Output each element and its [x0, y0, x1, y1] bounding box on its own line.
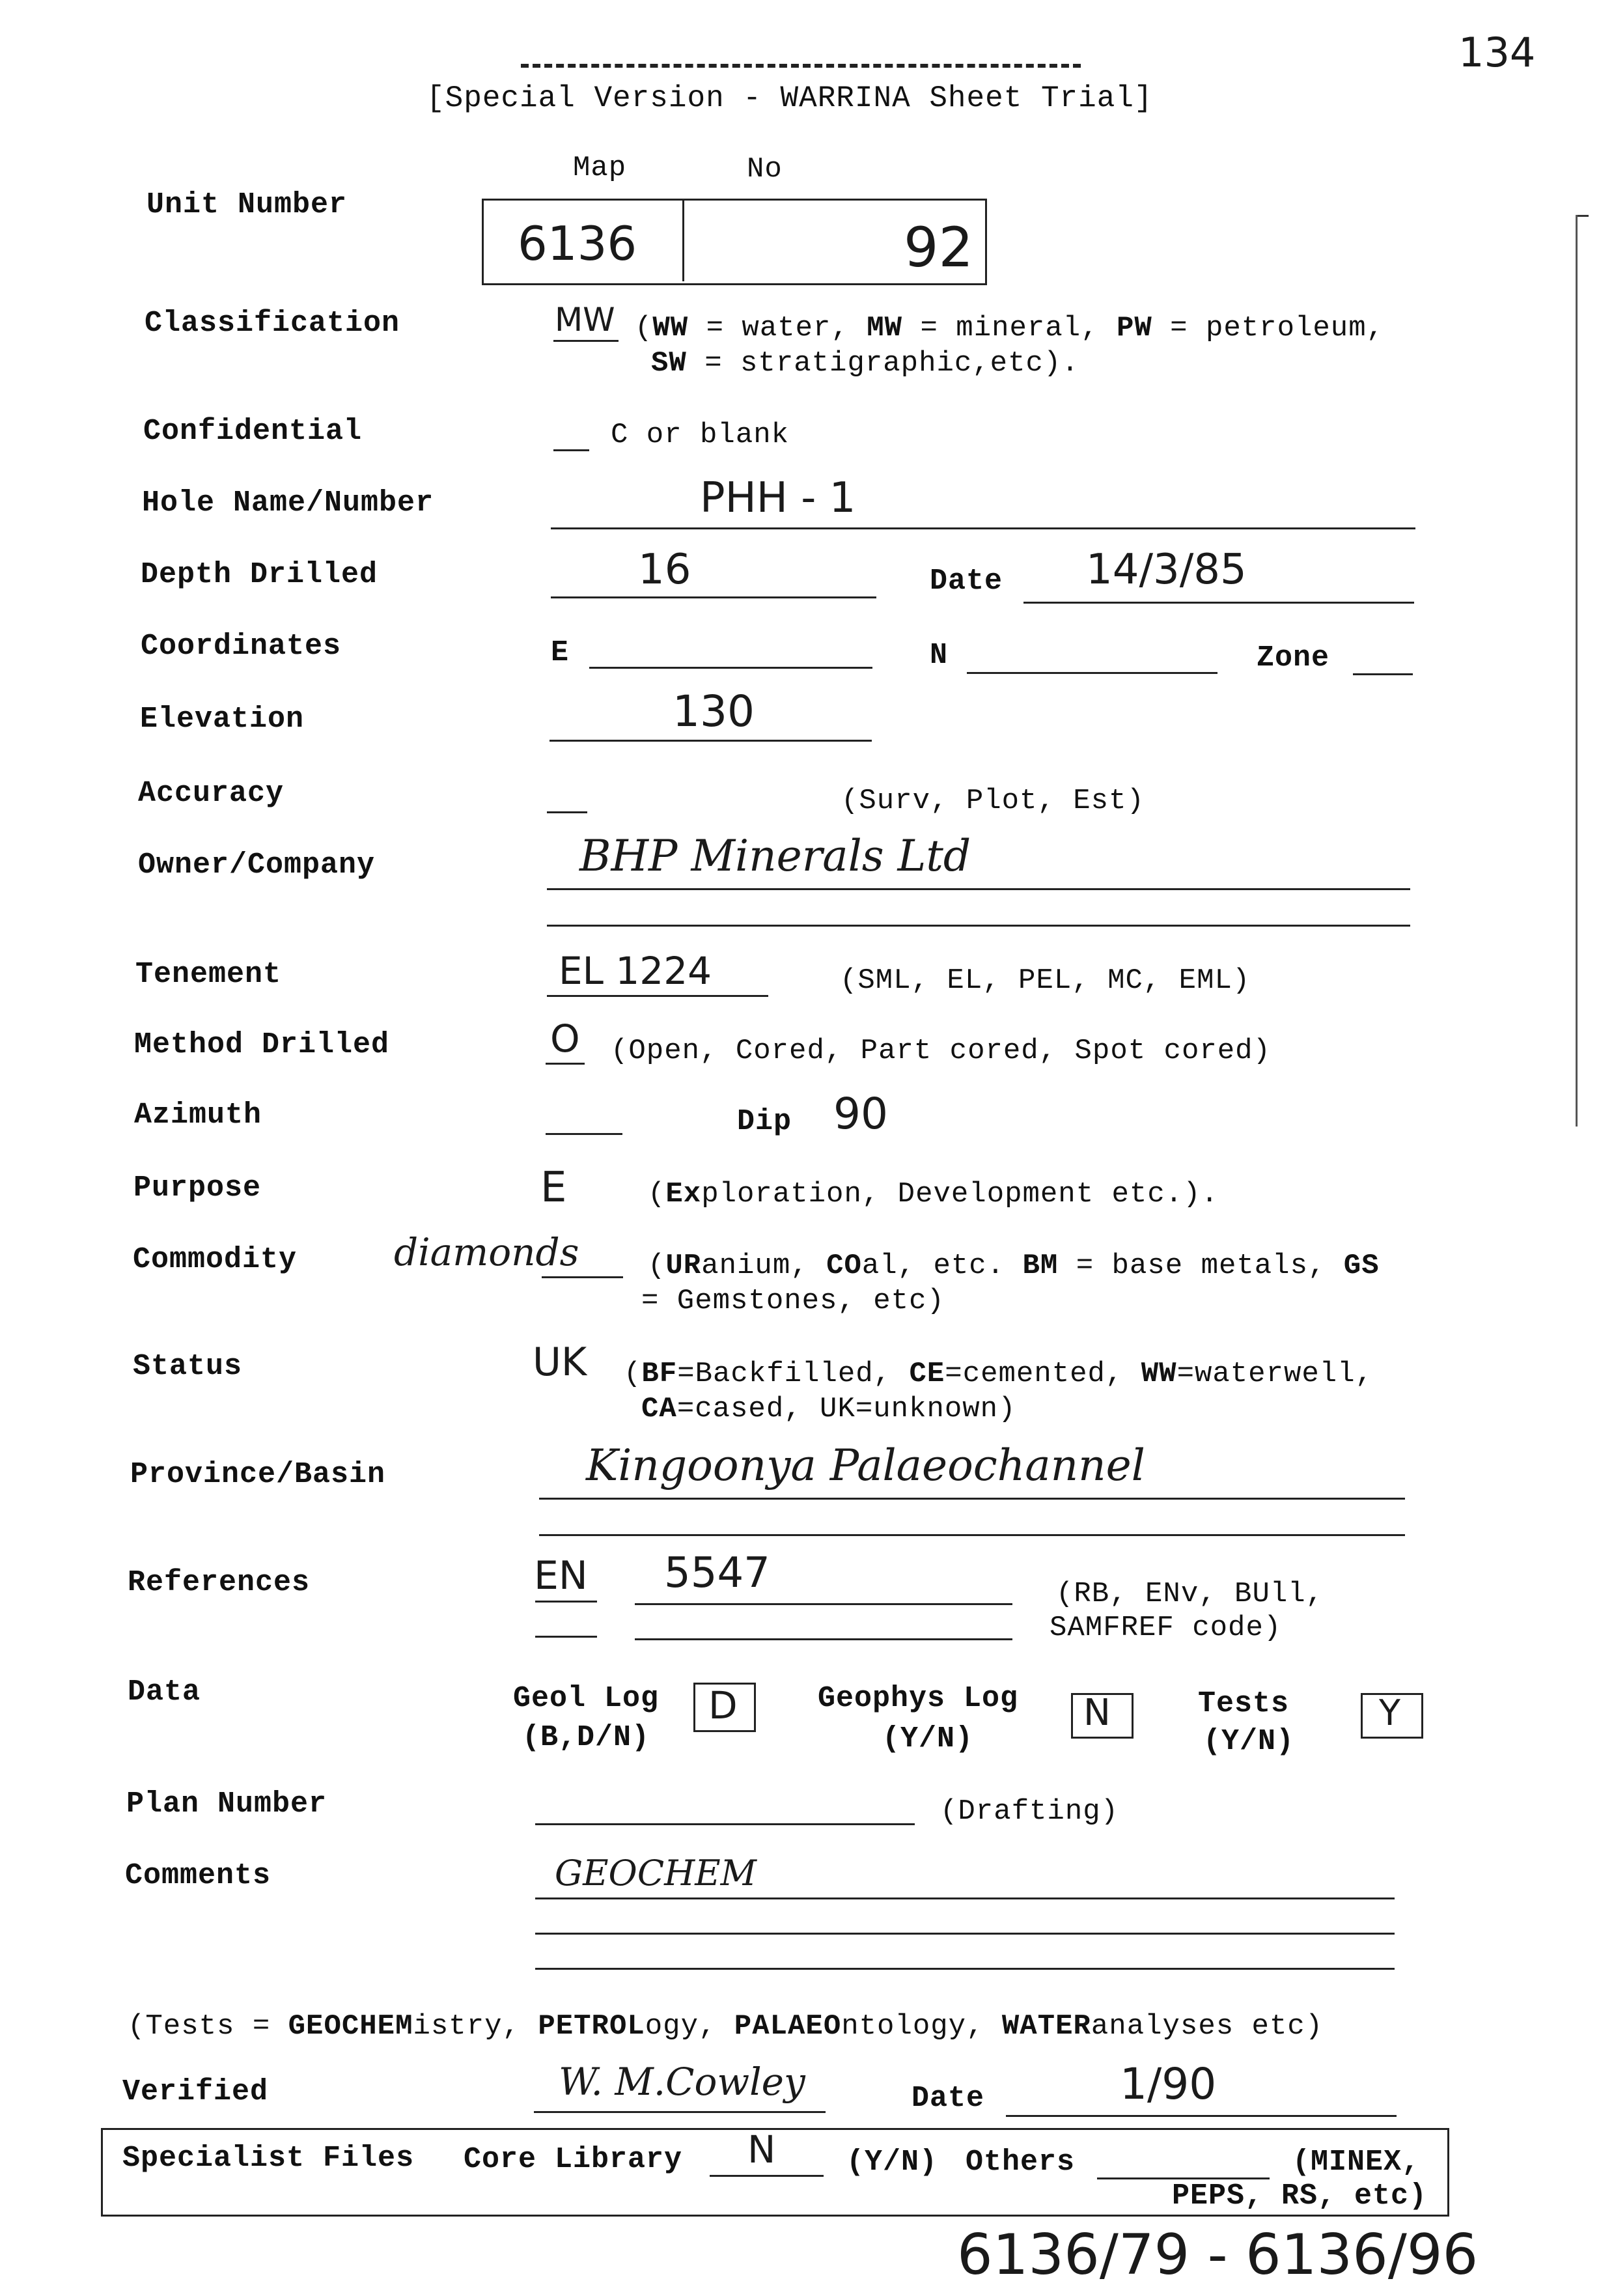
classification-underline — [553, 340, 619, 342]
others-options-2: PEPS, RS, etc) — [1172, 2179, 1428, 2213]
confidential-label: Confidential — [143, 415, 363, 448]
geophys-log-value: N — [1083, 1692, 1111, 1734]
owner-label: Owner/Company — [138, 848, 376, 882]
purpose-options: (Exploration, Development etc.). — [648, 1178, 1219, 1211]
classification-label: Classification — [145, 307, 400, 340]
verified-signature: W. M.Cowley — [559, 2060, 805, 2104]
dip-value: 90 — [833, 1089, 888, 1139]
confidential-hint: C or blank — [611, 419, 790, 451]
core-library-field — [710, 2175, 824, 2177]
accuracy-field — [547, 811, 587, 813]
method-value: O — [550, 1016, 580, 1061]
comments-line-2 — [535, 1933, 1395, 1935]
tenement-label: Tenement — [135, 958, 282, 991]
map-heading: Map — [573, 152, 627, 184]
confidential-field — [553, 449, 589, 451]
comments-line-1 — [535, 1897, 1395, 1899]
data-label: Data — [128, 1675, 201, 1709]
hole-name-line — [551, 527, 1415, 529]
core-library-label: Core Library — [464, 2143, 683, 2176]
commodity-label: Commodity — [133, 1243, 298, 1276]
classification-legend-2: SW = stratigraphic,etc). — [651, 347, 1079, 380]
depth-value: 16 — [638, 546, 691, 594]
azimuth-field — [546, 1133, 622, 1135]
purpose-label: Purpose — [133, 1171, 262, 1205]
azimuth-label: Azimuth — [134, 1099, 262, 1132]
verified-date-label: Date — [911, 2082, 985, 2115]
method-underline — [546, 1063, 585, 1065]
references-prefix-line-2 — [535, 1636, 597, 1638]
commodity-legend-1: (URanium, COal, etc. BM = base metals, GS — [648, 1250, 1380, 1282]
province-value: Kingoonya Palaeochannel — [586, 1440, 1145, 1491]
status-legend-1: (BF=Backfilled, CE=cemented, WW=waterwell, — [624, 1358, 1374, 1390]
hole-name-label: Hole Name/Number — [142, 486, 434, 520]
tests-note: (Tests = GEOCHEMistry, PETROLogy, PALAEOntology, WATERanalyses etc) — [128, 2010, 1324, 2043]
page-number: 134 — [1458, 29, 1536, 76]
elevation-label: Elevation — [140, 703, 305, 736]
geol-log-value: D — [708, 1683, 738, 1728]
classification-legend-1: (WW = water, MW = mineral, PW = petroleum, — [635, 312, 1385, 344]
references-prefix: EN — [534, 1553, 588, 1599]
northing-field — [967, 672, 1217, 674]
tenement-line — [547, 995, 768, 997]
method-label: Method Drilled — [134, 1028, 390, 1061]
plan-number-hint: (Drafting) — [940, 1795, 1119, 1828]
dip-label: Dip — [737, 1105, 792, 1138]
geophys-log-label: Geophys Log — [818, 1682, 1019, 1715]
province-line-2 — [539, 1534, 1405, 1536]
commodity-legend-2: = Gemstones, etc) — [641, 1285, 945, 1317]
commodity-underline — [542, 1276, 623, 1278]
northing-label: N — [930, 639, 949, 672]
references-value-line — [635, 1603, 1012, 1605]
verified-date-line — [1006, 2115, 1397, 2117]
comments-label: Comments — [125, 1859, 271, 1892]
commodity-value: diamonds — [394, 1230, 579, 1274]
zone-field — [1353, 673, 1413, 675]
no-value: 92 — [904, 216, 973, 279]
easting-label: E — [551, 636, 570, 669]
accuracy-label: Accuracy — [138, 777, 285, 810]
unit-number-label: Unit Number — [146, 188, 348, 221]
hole-name-value: PHH - 1 — [700, 474, 856, 522]
tests-hint: (Y/N) — [1203, 1725, 1295, 1758]
core-library-yn: (Y/N) — [846, 2146, 938, 2179]
depth-date-value: 14/3/85 — [1086, 546, 1247, 594]
owner-line-2 — [547, 925, 1410, 927]
classification-value: MW — [555, 301, 615, 339]
others-options-1: (MINEX, — [1292, 2146, 1421, 2179]
depth-date-label: Date — [930, 565, 1003, 598]
comments-value: GEOCHEM — [555, 1853, 757, 1894]
margin-mark — [1576, 215, 1589, 217]
tenement-options: (SML, EL, PEL, MC, EML) — [840, 964, 1251, 997]
depth-date-line — [1023, 602, 1414, 604]
verified-line — [534, 2111, 826, 2113]
verified-date-value: 1/90 — [1120, 2059, 1217, 2109]
province-label: Province/Basin — [130, 1458, 386, 1491]
geol-log-label: Geol Log — [513, 1682, 660, 1715]
plan-number-label: Plan Number — [126, 1787, 327, 1821]
owner-line-1 — [547, 888, 1410, 890]
verified-label: Verified — [122, 2075, 269, 2108]
plan-number-field — [535, 1823, 915, 1825]
specialist-files-label: Specialist Files — [122, 2142, 415, 2175]
depth-label: Depth Drilled — [141, 558, 378, 591]
margin-mark-vertical — [1576, 215, 1578, 1127]
depth-line — [551, 596, 876, 598]
references-value-line-2 — [635, 1638, 1012, 1640]
references-label: References — [128, 1566, 311, 1599]
struck-header — [521, 64, 1081, 68]
no-heading: No — [747, 153, 783, 186]
footer-range: 6136/79 - 6136/96 — [957, 2222, 1479, 2288]
tests-label: Tests — [1198, 1687, 1290, 1720]
core-library-value: N — [747, 2127, 776, 2172]
references-prefix-line — [535, 1601, 597, 1603]
references-options-2: SAMFREF code) — [1050, 1612, 1282, 1644]
easting-field — [589, 667, 872, 669]
form-header: [Special Version - WARRINA Sheet Trial] — [426, 81, 1153, 115]
purpose-value: E — [540, 1164, 567, 1212]
method-options: (Open, Cored, Part cored, Spot cored) — [611, 1035, 1271, 1067]
references-value: 5547 — [664, 1549, 770, 1597]
others-label: Others — [966, 2146, 1076, 2179]
status-legend-2: CA=cased, UK=unknown) — [641, 1393, 1016, 1425]
geol-log-hint: (B,D/N) — [522, 1721, 650, 1754]
geophys-log-hint: (Y/N) — [882, 1722, 974, 1756]
references-options-1: (RB, ENv, BUll, — [1056, 1578, 1324, 1610]
elevation-value: 130 — [673, 686, 755, 736]
tests-value: Y — [1379, 1692, 1400, 1733]
map-value: 6136 — [518, 216, 637, 271]
elevation-line — [550, 740, 872, 742]
tenement-value: EL 1224 — [559, 949, 712, 993]
status-value: UK — [533, 1339, 587, 1385]
owner-value: BHP Minerals Ltd — [579, 831, 971, 881]
status-label: Status — [133, 1350, 243, 1383]
coordinates-label: Coordinates — [141, 630, 342, 663]
zone-label: Zone — [1257, 641, 1330, 675]
comments-line-3 — [535, 1968, 1395, 1970]
accuracy-options: (Surv, Plot, Est) — [841, 785, 1145, 817]
province-line-1 — [539, 1498, 1405, 1500]
